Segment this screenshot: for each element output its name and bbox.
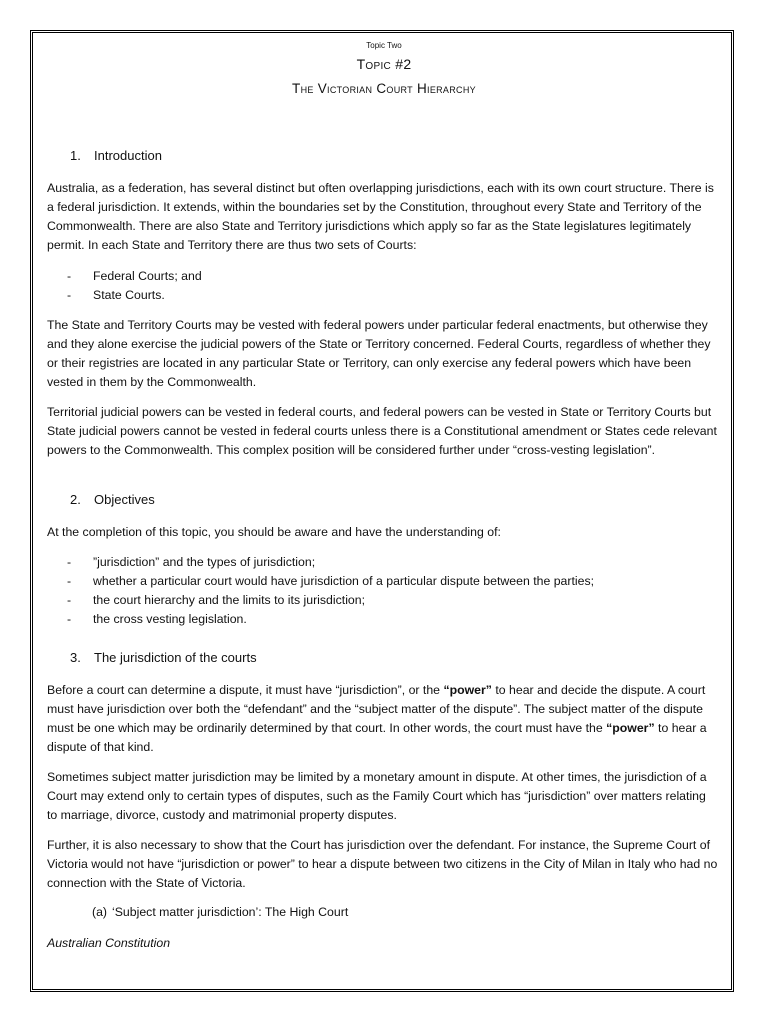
emphasis-power: “power” — [606, 721, 655, 735]
paragraph-subject-matter: Sometimes subject matter jurisdiction may be limited by a monetary amount in dispute. At other times, the jurisdiction of a Court may extend only to certain types of disputes, such as the Family Court which has “jurisdiction” over matters relating to marriage, divorce, custody and matrimonial property disputes. — [47, 770, 707, 822]
section-title: Objectives — [94, 492, 155, 507]
list-item: - State Courts. — [67, 288, 165, 302]
paragraph-defendant-jurisdiction: Further, it is also necessary to show that the Court has jurisdiction over the defendant. For instance, the Supreme Court of Victoria would not have “jurisdiction or power” to hear a dispute between two citizens in the City of Milan in Italy who had no connection with the State of Victoria. — [47, 838, 718, 890]
subheading-high-court: (a) ‘Subject matter jurisdiction’: The High Court — [92, 905, 349, 919]
document-title: The Victorian Court Hierarchy — [292, 81, 476, 96]
objectives-list — [67, 553, 594, 629]
section-heading-jurisdiction — [70, 650, 257, 665]
list-item: - ”jurisdiction” and the types of jurisdiction; — [67, 555, 316, 569]
section-number: 3. — [70, 650, 81, 665]
paragraph-objectives-intro: At the completion of this topic, you should be aware and have the understanding of: — [47, 525, 501, 539]
section-title: The jurisdiction of the courts — [94, 650, 257, 665]
list-item: - the cross vesting legislation. — [67, 612, 247, 626]
list-item: - the court hierarchy and the limits to its jurisdiction; — [67, 593, 366, 607]
paragraph-jurisdiction-power: Before a court can determine a dispute, it must have “jurisdiction”, or the “power” to hear and decide the dispute. A court must have jurisdiction over both the “defendant” and the “subject matter of the dispute”. The subject matter of the dispute must be one which may be ordinarily determined by that court. In other words, the court must have the “power” to hear a dispute of that kind. — [47, 683, 707, 754]
paragraph-territorial-powers: Territorial judicial powers can be vested in federal courts, and federal powers can be vested in State or Territory Courts but State judicial powers cannot be vested in federal courts unless there is a Constitutional amendment or States cede relevant powers to the Commonwealth. This complex position will be considered further under “cross-vesting legislation”. — [47, 405, 717, 457]
list-item: - whether a particular court would have jurisdiction of a particular dispute between the parties; — [67, 574, 595, 588]
emphasis-power: “power” — [443, 683, 492, 697]
section-number: 1. — [70, 148, 81, 163]
australian-constitution-label: Australian Constitution — [47, 936, 171, 950]
running-header: Topic Two — [366, 41, 402, 50]
courts-list — [67, 267, 202, 305]
paragraph-introduction: Australia, as a federation, has several distinct but often overlapping jurisdictions, each with its own court structure. There is a federal jurisdiction. It extends, within the boundaries set by the Constitution, throughout every State and Territory of the Commonwealth. There are also State and Territory jurisdictions which apply so far as the State legislatures legitimately permit. In each State and Territory there are thus two sets of Courts: — [47, 181, 714, 252]
section-heading-introduction — [70, 148, 162, 163]
topic-number: Topic #2 — [356, 56, 412, 72]
paragraph-state-courts: The State and Territory Courts may be vested with federal powers under particular federal enactments, but otherwise they and they alone exercise the judicial powers of the State or Territory concerned. Federal Courts, regardless of whether they or their registries are located in any particular State or Territory, can only exercise any federal powers which have been vested in them by the Commonwealth. — [47, 318, 711, 389]
list-item: - Federal Courts; and — [67, 269, 202, 283]
section-number: 2. — [70, 492, 81, 507]
section-heading-objectives — [70, 492, 155, 507]
section-title: Introduction — [94, 148, 162, 163]
